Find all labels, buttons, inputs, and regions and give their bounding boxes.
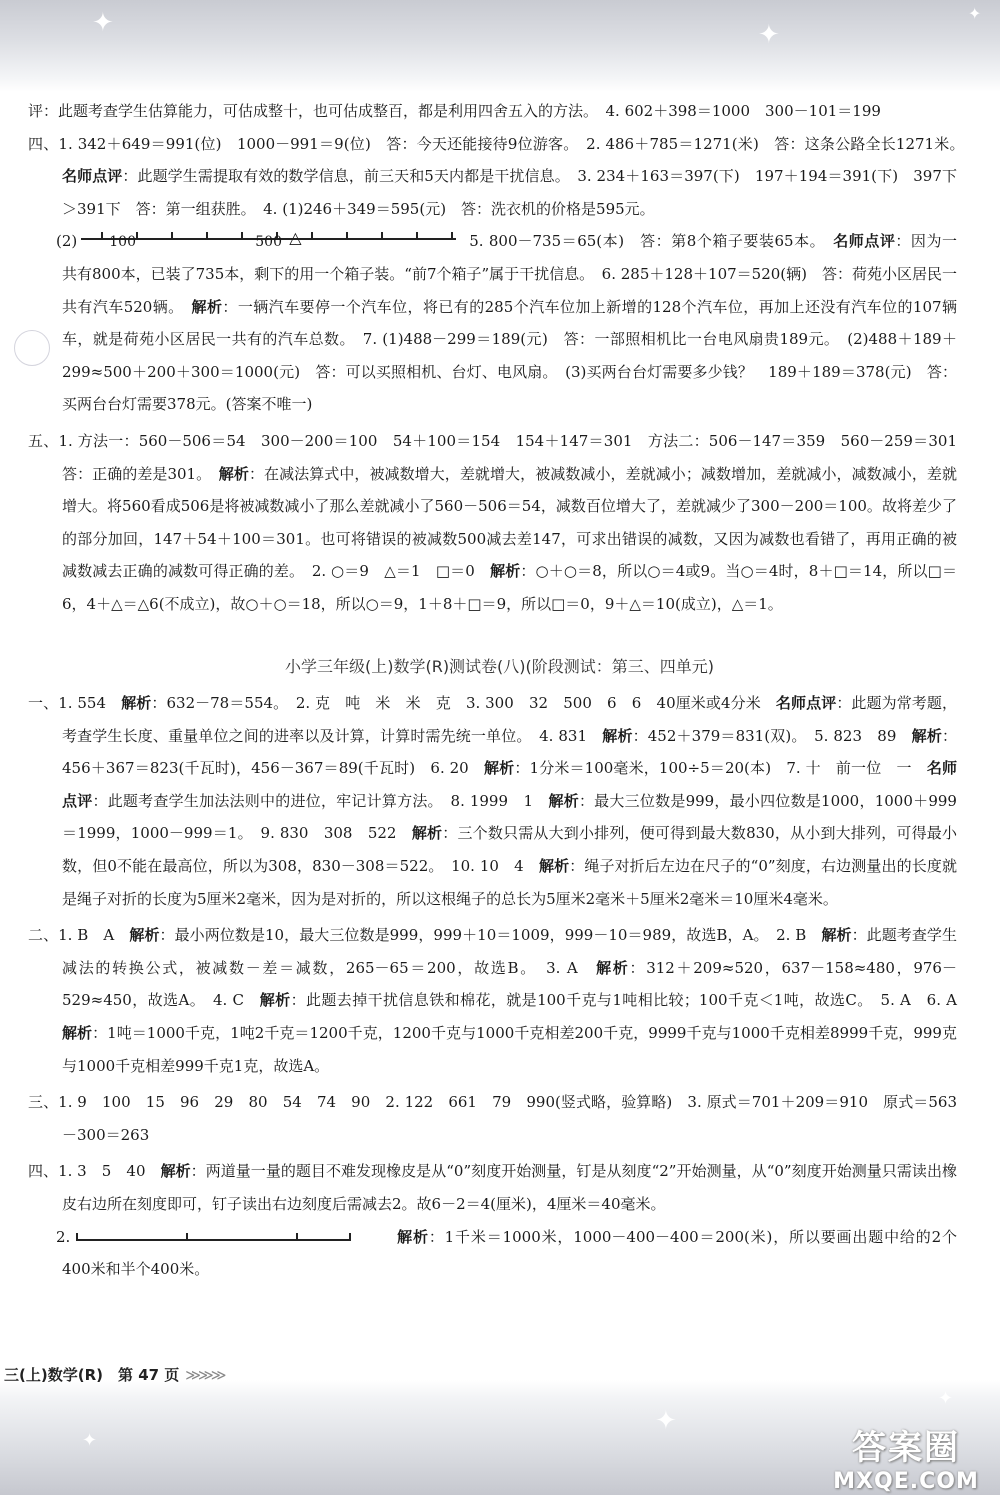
- answer-text: ：456＋367＝823(千瓦时)，456－367＝89(千瓦时) 6. 20: [62, 726, 957, 778]
- paragraph: [22, 1155, 957, 1220]
- answer-text: ：三个数只需从大到小排列，便可得到最大数830，从小到大排列，可得最小数，但0不能在最高位，所以为308，830－308＝522。 10. 10 4: [62, 824, 957, 876]
- answer-text: ：○＋○＝8，所以○＝4或9。当○＝4时，8＋□＝14，所以□＝6，4＋△＝△6(不成立)，故○＋○＝18，所以○＝9，1＋8＋□＝9，所以□＝0，9＋△＝10(成立)，△＝1。: [62, 562, 957, 613]
- answer-label: 名师点评: [62, 167, 123, 186]
- ruler-label-right: 500: [255, 234, 282, 251]
- watermark: [816, 1420, 996, 1494]
- ruler-tick: [241, 232, 243, 240]
- item-number: 2.: [56, 1227, 71, 1246]
- answer-label: 解析: [191, 297, 223, 316]
- answer-label: 解析: [129, 926, 160, 945]
- sparkle-icon: ✦: [92, 8, 114, 38]
- answer-label: 解析: [538, 857, 570, 876]
- answer-label: 解析: [484, 759, 515, 778]
- answer-text: 二、1. B A: [28, 926, 130, 945]
- ruler-tick: [416, 232, 418, 240]
- answer-text: 三、1. 9 100 15 96 29 80 54 74 90 2. 122 661 79 990(竖式略，验算略) 3. 原式＝701＋209＝910 原式＝563－300＝263: [28, 1093, 957, 1144]
- answer-label: 解析: [821, 926, 852, 945]
- paragraph: [22, 919, 972, 1082]
- answer-label: 解析: [911, 726, 942, 745]
- paragraph: [22, 128, 973, 226]
- paragraph: [22, 425, 973, 621]
- segment-drawing: [76, 1228, 356, 1244]
- number-line-ruler: [81, 228, 461, 250]
- answer-text: ：最大三位数是999，最小四位数是1000，1000＋999＝1999，1000－999＝1。 9. 830 308 522: [62, 791, 957, 843]
- answer-text: ：此题考查学生减法的转换公式，被减数－差＝减数，265－65＝200，故选B。 3. A: [62, 926, 957, 977]
- answer-label: 解析: [121, 694, 152, 713]
- ruler-tick: [171, 232, 173, 240]
- answer-label: 解析: [218, 464, 249, 483]
- paragraph: [22, 1221, 957, 1286]
- answer-label: 名师点评: [62, 759, 957, 810]
- ruler-prefix: (2): [56, 232, 78, 251]
- answer-text: 四、1. 342＋649＝991(位) 1000－991＝9(位) 答：今天还能接待9位游客。 2. 486＋785＝1271(米) 答：这条公路全长1271米。: [28, 134, 973, 153]
- answer-text: 五、1. 方法一：560－506＝54 300－200＝100 54＋100＝154 154＋147＝301 方法二：506－147＝359 560－259＝301 答：正确的差是301。: [28, 431, 973, 483]
- paragraph: [22, 225, 957, 421]
- sparkle-icon: ✦: [968, 4, 982, 23]
- ruler-tick: [381, 232, 383, 240]
- answer-text: 一、1. 554: [28, 694, 122, 713]
- answer-text: ：312＋209≈520，637－158≈480，976－529≈450，故选A。 4. C: [62, 958, 957, 1010]
- answer-label: 解析: [596, 958, 630, 977]
- answer-text: 评：此题考查学生估算能力，可估成整十，也可估成整百，都是利用四舍五入的方法。 4. 602＋398＝1000 300－101＝199: [28, 102, 881, 120]
- top-decorative-band: [0, 0, 1000, 92]
- ruler-tick: [451, 232, 453, 240]
- answer-text: 5. 800－735＝65(本) 答：第8个箱子要装65本。: [469, 232, 834, 251]
- answer-label: 解析: [490, 562, 521, 581]
- answer-text: ：1吨＝1000千克，1吨2千克＝1200千克，1200千克与1000千克相差200千克，9999千克与1000千克相差8999千克，999克与1000千克相差999千克1克，故选A。: [62, 1024, 957, 1075]
- answer-text: ：此题考查学生加法法则中的进位，牢记计算方法。 8. 1999 1: [92, 791, 549, 810]
- answer-label: 解析: [62, 1024, 93, 1043]
- answer-text: ：在减法算式中，被减数增大，差就增大，被减数减小，差就减小；减数增加，差就减小，减数减小，差就增大。将560看成506是将被减数减小了那么差就减小了560－506＝54，减数百位增大了，差就减少了300－200＝100。故将差少了的部分加回，147＋54＋100＝301。也可将错误的被减数500减去差147，可求出错误的减数，又因为减数也看错了，再用正确的被减数减去正确的减数可得正确的差。 2. ○＝9 △＝1 □＝0: [62, 464, 957, 581]
- ruler-tick: [346, 232, 348, 240]
- answer-label: 解析: [160, 1162, 191, 1181]
- paragraph: [22, 1086, 957, 1151]
- answer-text: ：此题去掉干扰信息铁和棉花，就是100千克与1吨相比较；100千克＜1吨，故选C。 5. A 6. A: [290, 991, 972, 1010]
- answer-label: 解析: [396, 1227, 429, 1246]
- section-title: 小学三年级(上)数学(R)测试卷(八)(阶段测试：第三、四单元): [284, 656, 715, 676]
- segment-tick: [296, 1233, 298, 1241]
- sparkle-icon: ✦: [82, 1430, 98, 1451]
- segment-line: [76, 1239, 351, 1241]
- paragraph: [22, 95, 957, 128]
- footer-page-label: 三(上)数学(R) 第 47 页: [4, 1366, 180, 1384]
- paragraph: [22, 687, 957, 915]
- sparkle-icon: ✦: [655, 1406, 677, 1436]
- answer-label: 名师点评: [833, 232, 896, 251]
- ruler-tick: [101, 232, 103, 240]
- answer-text: ：此题为常考题，考查学生长度、重量单位之间的进率以及计算，计算时需先统一单位。 4. 831: [62, 694, 957, 745]
- answer-text: ：632－78＝554。 2. 克 吨 米 米 克 3. 300 32 500 6 6 40厘米或4分米: [151, 694, 776, 713]
- page-footer: [4, 1364, 223, 1385]
- ruler-label-left: 100: [109, 234, 136, 251]
- answer-text: ：最小两位数是10，最大三位数是999，999＋10＝1009，999－10＝989，故选B，A。 2. B: [159, 926, 822, 945]
- segment-tick: [76, 1233, 78, 1241]
- sparkle-icon: ✦: [758, 20, 780, 50]
- paragraph-continuation: [62, 228, 957, 414]
- watermark-logo: 答案圈: [852, 1428, 960, 1468]
- ruler-tick: [136, 232, 138, 240]
- answer-text: ：此题学生需提取有效的数学信息，前三天和5天内都是干扰信息。 3. 234＋163＝397(下) 197＋194＝391(下) 397下＞391下 答：第一组获胜。 4. (1)246＋349＝595(元) 答：洗衣机的价格是595元。: [62, 167, 957, 218]
- watermark-url: MXQE.COM: [833, 1469, 979, 1494]
- answer-text: ：452＋379＝831(双)。 5. 823 89: [632, 726, 912, 745]
- answer-content: [22, 95, 973, 1286]
- segment-tick: [186, 1233, 188, 1241]
- answer-label: 解析: [259, 991, 291, 1010]
- answer-text: ：一辆汽车要停一个汽车位，将已有的285个汽车位加上新增的128个汽车位，再加上还没有汽车位的107辆车，就是荷苑小区居民一共有的汽车总数。 7. (1)488－299＝189(元) 答：一部照相机比一台电风扇贵189元。 (2)488＋189＋299≈500＋200＋300＝1000(元) 答：可以买照相机、台灯、电风扇。 (3)买两台台灯需要多少钱？ 189＋189＝378(元) 答：买两台台灯需要378元。(答案不唯一): [62, 297, 957, 414]
- answer-text: ：因为一共有800本，已装了735本，剩下的用一个箱子装。“前7个箱子”属于干扰信息。 6. 285＋128＋107＝520(辆) 答：荷苑小区居民一共有汽车520辆。: [62, 232, 957, 316]
- answer-text: ：两道量一量的题目不难发现橡皮是从“0”刻度开始测量，钉是从刻度“2”开始测量，从“0”刻度开始测量只需读出橡皮右边所在刻度即可，钉子读出右边刻度后需减去2。故6－2＝4(厘米)，4厘米＝40毫米。: [62, 1162, 957, 1213]
- triangle-marker: △: [289, 228, 302, 248]
- answer-text: ：1千米＝1000米，1000－400－400＝200(米)，所以要画出题中给的2个400米和半个400米。: [62, 1227, 957, 1279]
- segment-tick: [349, 1233, 351, 1241]
- answer-label: 解析: [602, 726, 633, 745]
- answer-text: ：绳子对折后左边在尺子的“0”刻度，右边测量出的长度就是绳子对折的长度为5厘米2毫米，因为是对折的，所以这根绳子的总长为5厘米2毫米＋5厘米2毫米＝10厘米4毫米。: [62, 857, 957, 908]
- answer-label: 名师点评: [775, 694, 837, 713]
- ruler-tick: [206, 232, 208, 240]
- sparkle-icon: ✦: [938, 1388, 954, 1409]
- answer-text: 四、1. 3 5 40: [28, 1162, 161, 1181]
- ruler-tick: [311, 232, 313, 240]
- arrows-icon: ≫≫≫: [185, 1366, 224, 1384]
- answer-label: 解析: [548, 791, 579, 810]
- answer-label: 解析: [411, 824, 443, 843]
- answer-text: ：1分米＝100毫米，100÷5＝20(本) 7. 十 前一位 一: [514, 759, 927, 778]
